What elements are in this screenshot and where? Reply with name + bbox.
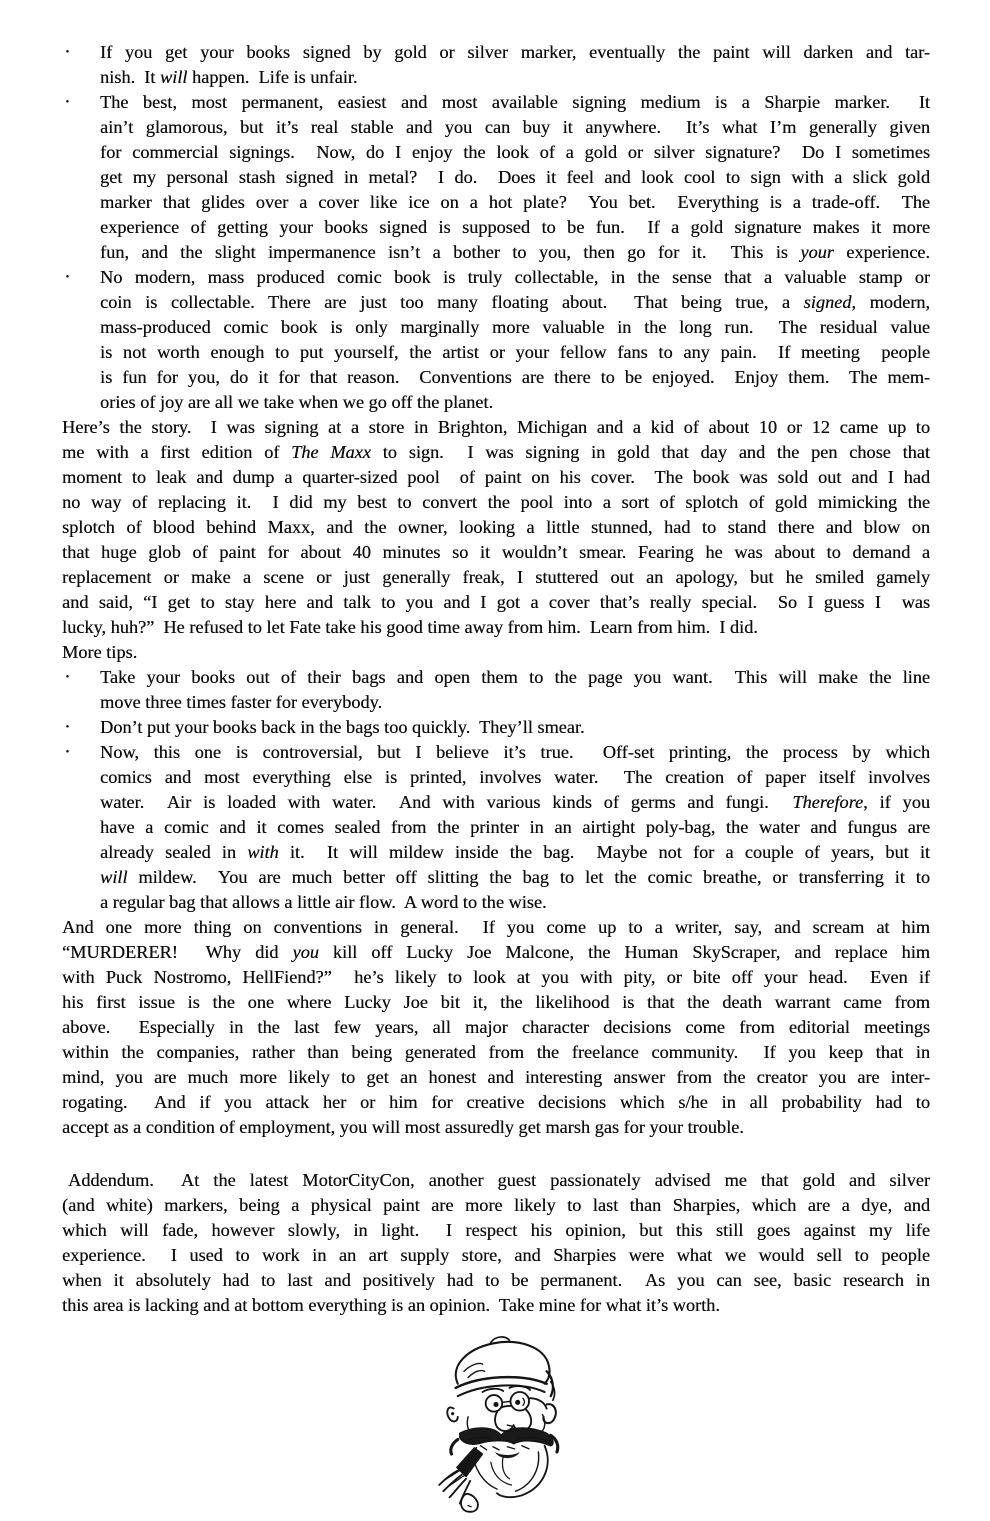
text-line: ain’t glamorous, but it’s real stable and you can buy it anywhere. It’s what I’m generally given xyxy=(100,117,930,137)
bullet-marker-icon: · xyxy=(64,716,71,738)
text-line: More tips. xyxy=(62,642,138,662)
bullet-item xyxy=(62,90,930,265)
bullet-item xyxy=(62,715,930,740)
text-line: moment to leak and dump a quarter-sized pool of paint on his cover. The book was sold out and I had xyxy=(62,467,930,487)
text-line: move three times faster for everybody. xyxy=(100,692,383,712)
text-line: marker that glides over a cover like ice on a hot plate? You bet. Everything is a trade-off. The xyxy=(100,192,930,212)
paragraph xyxy=(62,415,930,640)
text-line: rogating. And if you attack her or him for creative decisions which s/he in all probability had to xyxy=(62,1092,930,1112)
text-line: ories of joy are all we take when we go off the planet. xyxy=(100,392,494,412)
text-line: will mildew. You are much better off slitting the bag to let the comic breathe, or transferring it to xyxy=(100,867,930,887)
bullet-marker-icon: · xyxy=(64,666,71,688)
bullet-marker-icon: · xyxy=(64,266,71,288)
text-line: which will fade, however slowly, in light. I respect his opinion, but this still goes against my life xyxy=(62,1220,930,1240)
text-line: (and white) markers, being a physical paint are more likely to last than Sharpies, which are a dye, and xyxy=(62,1195,930,1215)
mustache xyxy=(451,1428,558,1458)
text-line: already sealed in with it. It will mildew inside the bag. Maybe not for a couple of years, but it xyxy=(100,842,930,862)
text-line: for commercial signings. Now, do I enjoy the look of a gold or silver signature? Do I sometimes xyxy=(100,142,930,162)
bearded-man-sketch-illustration xyxy=(418,1330,574,1516)
text-line: his first issue is the one where Lucky Joe bit it, the likelihood is that the death warrant came from xyxy=(62,992,930,1012)
text-line: mind, you are much more likely to get an honest and interesting answer from the creator you are inter- xyxy=(62,1067,930,1087)
text-line: Addendum. At the latest MotorCityCon, another guest passionately advised me that gold and silver xyxy=(68,1170,930,1190)
text-line: splotch of blood behind Maxx, and the owner, looking a little stunned, had to stand there and blow on xyxy=(62,517,930,537)
bullet-item xyxy=(62,40,930,90)
text-line: mass-produced comic book is only marginally more valuable in the long run. The residual value xyxy=(100,317,930,337)
text-line: that huge glob of paint for about 40 minutes so it wouldn’t smear. Fearing he was about to demand a xyxy=(62,542,930,562)
braid xyxy=(439,1448,482,1512)
text-line: is not worth enough to put yourself, the artist or your fellow fans to any pain. If meeting people xyxy=(100,342,930,362)
text-line: lucky, huh?” He refused to let Fate take his good time away from him. Learn from him. I did. xyxy=(62,617,758,637)
bullet-item xyxy=(62,265,930,415)
text-line: accept as a condition of employment, you will most assuredly get marsh gas for your trouble. xyxy=(62,1117,744,1137)
text-line: replacement or make a scene or just generally freak, I stuttered out an apology, but he smiled gamely xyxy=(62,567,930,587)
text-line: And one more thing on conventions in general. If you come up to a writer, say, and scream at him xyxy=(62,917,930,937)
knit-cap xyxy=(456,1337,555,1400)
text-line: No modern, mass produced comic book is truly collectable, in the sense that a valuable stamp or xyxy=(100,267,930,287)
text-line: Here’s the story. I was signing at a store in Brighton, Michigan and a kid of about 10 or 12 came up to xyxy=(62,417,930,437)
text-line: when it absolutely had to last and positively had to be permanent. As you can see, basic research in xyxy=(62,1270,930,1290)
text-line: Take your books out of their bags and open them to the page you want. This will make the line xyxy=(100,667,930,687)
text-line: Now, this one is controversial, but I believe it’s true. Off-set printing, the process by which xyxy=(100,742,930,762)
text-line: Don’t put your books back in the bags too quickly. They’ll smear. xyxy=(100,717,585,737)
bullet-marker-icon: · xyxy=(64,91,71,113)
beard xyxy=(472,1446,547,1497)
text-line: fun, and the slight impermanence isn’t a bother to you, then go for it. This is your experience. xyxy=(100,242,930,262)
text-line: If you get your books signed by gold or silver marker, eventually the paint will darken and tar- xyxy=(100,42,930,62)
text-line: coin is collectable. There are just too many floating about. That being true, a signed, modern, xyxy=(100,292,930,312)
text-line: “MURDERER! Why did you kill off Lucky Joe Malcone, the Human SkyScraper, and replace him xyxy=(62,942,930,962)
text-line: comics and most everything else is printed, involves water. The creation of paper itself involves xyxy=(100,767,930,787)
text-line: above. Especially in the last few years, all major character decisions come from editorial meetings xyxy=(62,1017,930,1037)
bullet-marker-icon: · xyxy=(64,41,71,63)
text-line: with Puck Nostromo, HellFiend?” he’s likely to look at you with pity, or bite off your head. Even if xyxy=(62,967,930,987)
text-line: get my personal stash signed in metal? I do. Does it feel and look cool to sign with a slick gold xyxy=(100,167,930,187)
text-line: this area is lacking and at bottom everything is an opinion. Take mine for what it’s worth. xyxy=(62,1295,720,1315)
paragraph xyxy=(62,915,930,1140)
text-line: experience. I used to work in an art supply store, and Sharpies were what we would sell to people xyxy=(62,1245,930,1265)
text-line: The best, most permanent, easiest and most available signing medium is a Sharpie marker. It xyxy=(100,92,930,112)
text-line: a regular bag that allows a little air flow. A word to the wise. xyxy=(100,892,547,912)
paragraph xyxy=(62,1168,930,1318)
text-line: is fun for you, do it for that reason. Conventions are there to be enjoyed. Enjoy them. The mem- xyxy=(100,367,930,387)
text-line: have a comic and it comes sealed from the printer in an airtight poly-bag, the water and fungus are xyxy=(100,817,930,837)
text-column xyxy=(62,40,930,1318)
paragraph xyxy=(62,640,930,665)
bullet-item xyxy=(62,740,930,915)
bullet-marker-icon: · xyxy=(64,741,71,763)
text-line: me with a first edition of The Maxx to sign. I was signing in gold that day and the pen chose that xyxy=(62,442,930,462)
text-line: no way of replacing it. I did my best to convert the pool into a sort of splotch of gold mimicking the xyxy=(62,492,930,512)
text-line: water. Air is loaded with water. And with various kinds of germs and fungi. Therefore, if you xyxy=(100,792,930,812)
text-line: experience of getting your books signed is supposed to be fun. If a gold signature makes it more xyxy=(100,217,930,237)
text-line: and said, “I get to stay here and talk to you and I got a cover that’s really special. So I guess I was xyxy=(62,592,930,612)
bullet-item xyxy=(62,665,930,715)
text-line: nish. It will happen. Life is unfair. xyxy=(100,67,358,87)
text-line: within the companies, rather than being generated from the freelance community. If you keep that in xyxy=(62,1042,930,1062)
